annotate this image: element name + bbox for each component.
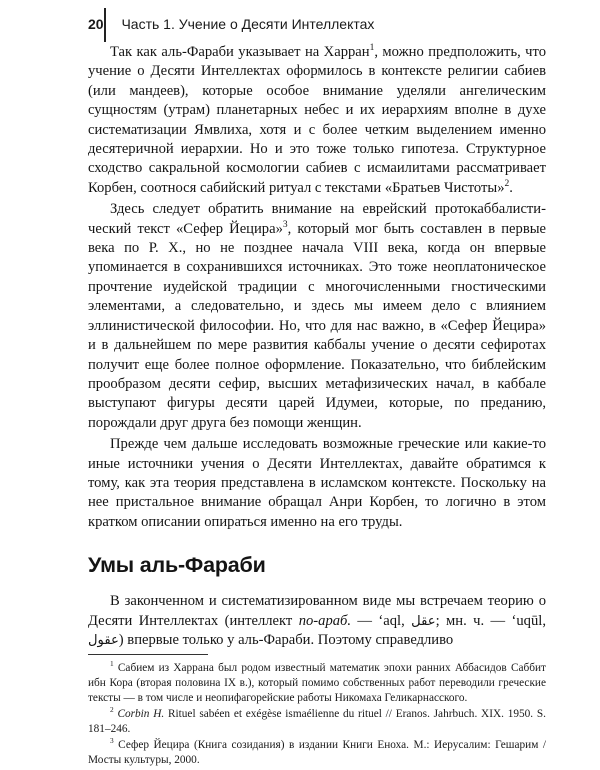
arabic-word: عقل: [411, 613, 436, 629]
footnote-1: [88, 661, 546, 705]
paragraph-text: В законченном и систематизированном виде мы встречаем теорию о Десяти Интеллектах (интеллект: [88, 593, 546, 629]
paragraph-text: Здесь следует обратить внимание на еврейский протокаббалистический текст «Сефер Йецира»: [88, 201, 546, 237]
page-body: [88, 43, 546, 770]
page-number: 20: [88, 16, 104, 32]
footnote-ref-3: 3: [282, 219, 288, 230]
section-heading: Умы аль-Фараби: [88, 553, 266, 578]
footnote-number: 2: [110, 705, 114, 715]
paragraph-text: , который мог быть составлен в первые века по Р. Х., но не позднее начала VIII века, когда он впервые упоминается в сохранившихся источниках. Это тоже неоплатоническое прочтение иудейской традиции с многочисленными гностическими элементами, а следовательно, и здесь мы имеем дело с влиянием эллинистической философии. Но, что для нас важно, в «Сефер Йецира» и в дальнейшем по мере развития каббалы учение о десяти сефиротах получит еще более полное оформление. Показательно, что библейским прообразом десяти сефир, высших метафизических начал, в каббале выступают фигуры десяти царей Идумеи, которые, по преданию, порождали друг друга без помощи женщин.: [88, 220, 546, 431]
paragraph-1: [88, 43, 546, 198]
paragraph-3: Прежде чем дальше исследовать возможные греческие или какие-то иные источники учения о Десяти Интеллектах, давайте обратимся к тому, как эта теория представлена в исламском контексте. Поскольку на нее пристальное внимание обращал Анри Корбен, то логично в этом кратком описании опираться именно на его труды.: [88, 436, 546, 530]
paragraph-text: ) впервые только у аль-Фараби. Поэтому справедливо: [118, 631, 454, 648]
footnote-divider: [88, 654, 208, 655]
paragraph-text: — ‘aql,: [351, 612, 412, 629]
footnote-text: Сефер Йецира (Книга созидания) в издании Книги Еноха. М.: Иерусалим: Гешарим / Мосты культуры, 2000.: [88, 739, 546, 766]
paragraph-text: Так как аль-Фараби указывает на Харран: [110, 44, 370, 60]
footnote-number: 1: [110, 659, 114, 669]
footnote-3: [88, 738, 546, 767]
paragraph-4: [88, 592, 546, 650]
footnote-ref-1: 1: [369, 43, 375, 54]
footnote-2: [88, 707, 546, 736]
footnote-text: Сабием из Харрана был родом известный математик эпохи ранних Аббасидов Саббит ибн Кора (вторая половина IX в.), который помимо собственных работ переводили греческие тексты — в том числе и неопифагорейские работы Никомаха Геликарнасского.: [88, 662, 546, 704]
paragraph-text: ; мн. ч. — ‘uqūl,: [435, 612, 546, 629]
running-header: [88, 14, 548, 34]
footnote-author: Corbin H.: [117, 708, 165, 721]
footnote-number: 3: [110, 736, 114, 746]
paragraph-text: .: [509, 179, 513, 196]
italic-term: по-араб.: [298, 612, 352, 629]
section-title: Часть 1. Учение о Десяти Интеллектах: [121, 16, 375, 32]
paragraph-2: [88, 200, 546, 433]
footnote-ref-2: 2: [504, 178, 510, 189]
footnote-text: Rituel sabéen et exégèse ismaélienne du rituel // Eranos. Jahrbuch. XIX. 1950. S. 181–246.: [88, 708, 546, 735]
paragraph-text: , можно предположить, что учение о Десяти Интеллектах оформилось в контексте религии сабиев (или мандеев), которые особое внимание уделяли ангелическим сущностям (утрам) планетарных небес и их иерархиям вполне в духе систематизации Ямвлиха, хотя и с более четким выделением именно десятеричной иерархии. Но и это тоже только гипотеза. Структурное сходство сакральной космологии сабиев с исмаилитами рассматривает Корбен, соотнося сабийский ритуал с текстами «Братьев Чистоты»: [88, 44, 547, 196]
arabic-word: عقول: [88, 632, 119, 648]
